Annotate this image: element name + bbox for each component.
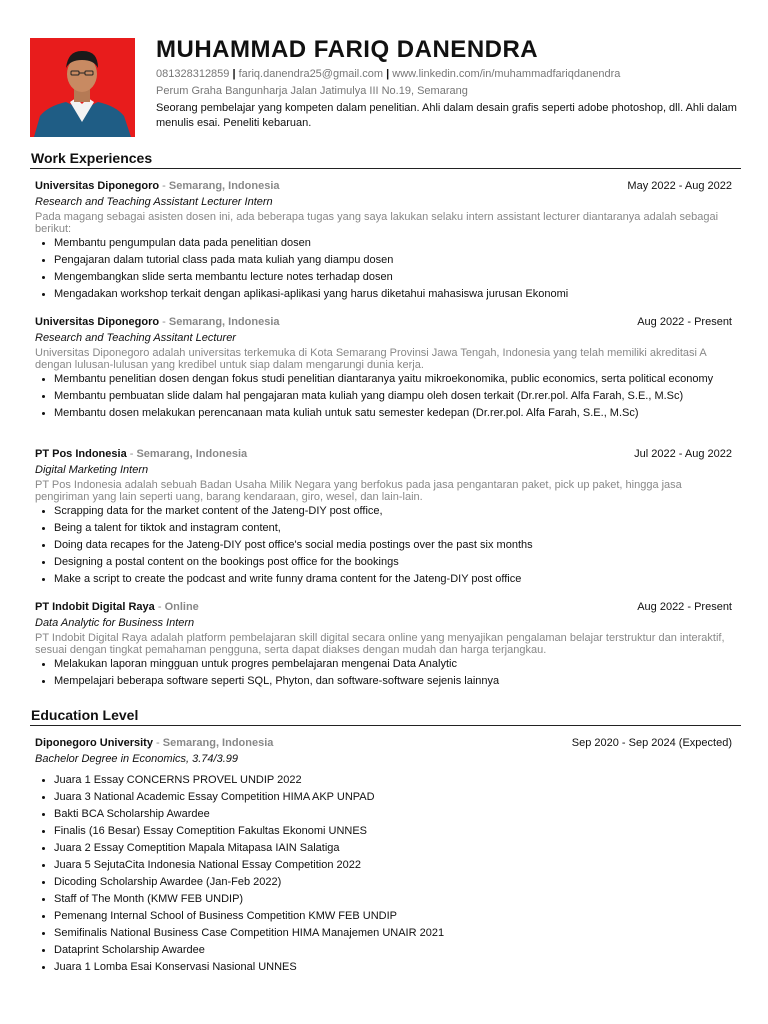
duty-list — [35, 658, 732, 687]
contact-line — [156, 68, 620, 80]
job-description: Pada magang sebagai asisten dosen ini, ada beberapa tugas yang saya lakukan selaku intern assistant lecturer diantaranya adalah sebagai berikut: — [35, 211, 719, 235]
list-item: • Mengadakan workshop terkait dengan aplikasi-aplikasi yang harus diketahui mahasiswa jurusan Ekonomi — [54, 288, 732, 300]
date-range: Jul 2022 - Aug 2022 — [634, 448, 732, 460]
job-role: Research and Teaching Assistant Lecturer Intern — [35, 196, 273, 208]
organization-name: Universitas Diponegoro — [35, 180, 160, 192]
phone-number: 081328312859 — [156, 68, 230, 80]
location: Semarang, Indonesia — [162, 737, 274, 749]
location-dash: - — [152, 737, 163, 749]
list-item: • Membantu pembuatan slide dalam hal pengajaran mata kuliah yang diampu oleh dosen terkait (Dr.rer.pol. Alfa Farah, S.E., M.Sc) — [54, 390, 732, 402]
location: Semarang, Indonesia — [168, 180, 280, 192]
profile-summary: Seorang pembelajar yang kompeten dalam penelitian. Ahli dalam desain grafis seperti adobe photoshop, dll. Ahli dalam menulis esai. Peneliti kebaruan. — [156, 102, 737, 129]
list-item: • Juara 2 Essay Comeptition Mapala Mitapasa IAIN Salatiga — [54, 842, 732, 854]
date-range: Sep 2020 - Sep 2024 (Expected) — [571, 737, 732, 749]
work-section-header — [30, 150, 741, 169]
education-entry — [35, 736, 732, 978]
university-name: Diponegoro University — [35, 737, 153, 749]
list-item: • Membantu penelitian dosen dengan fokus studi penelitian diantaranya yaitu mikroekonomika, public economics, serta political economy — [54, 373, 732, 385]
organization-name: Universitas Diponegoro — [35, 316, 160, 328]
job-role: Research and Teaching Assitant Lecturer — [35, 332, 236, 344]
job-description: PT Pos Indonesia adalah sebuah Badan Usaha Milik Negara yang berfokus pada jasa pengantaran paket, pick up paket, hingga jasa pengiriman yang lain seperti uang, barang kendaraan, giro, wesel, dan lain-lain. — [35, 479, 682, 503]
date-range: May 2022 - Aug 2022 — [627, 180, 732, 192]
candidate-name: MUHAMMAD FARIQ DANENDRA — [156, 36, 539, 63]
work-entry — [35, 315, 732, 424]
list-item: • Being a talent for tiktok and instagram content, — [54, 522, 732, 534]
date-range: Aug 2022 - Present — [637, 316, 732, 328]
organization-name: PT Indobit Digital Raya — [35, 601, 155, 613]
job-description: PT Indobit Digital Raya adalah platform pembelajaran skill digital secara online yang menyajikan pengalaman belajar terstruktur dan interaktif, sesuai dengan tingkat pemahaman pengguna, serta dapat diakses dengan mudah dan harga terjangkau. — [35, 632, 725, 656]
list-item: • Dicoding Scholarship Awardee (Jan-Feb 2022) — [54, 876, 732, 888]
list-item: • Staff of The Month (KMW FEB UNDIP) — [54, 893, 732, 905]
location: Semarang, Indonesia — [136, 448, 248, 460]
list-item: • Doing data recapes for the Jateng-DIY post office's social media postings over the past six months — [54, 539, 732, 551]
section-title-education: Education Level — [31, 707, 139, 723]
profile-photo — [30, 38, 135, 137]
location-dash: - — [126, 448, 137, 460]
list-item: • Juara 1 Essay CONCERNS PROVEL UNDIP 2022 — [54, 774, 732, 786]
entry-header — [35, 315, 732, 330]
email-link[interactable]: fariq.danendra25@gmail.com — [238, 68, 384, 80]
duty-list — [35, 505, 732, 585]
list-item: • Semifinalis National Business Case Competition HIMA Manajemen UNAIR 2021 — [54, 927, 732, 939]
entry-header — [35, 736, 732, 751]
job-role: Data Analytic for Business Intern — [35, 617, 195, 629]
separator: | — [232, 68, 236, 80]
list-item: • Mengembangkan slide serta membantu lecture notes terhadap dosen — [54, 271, 732, 283]
work-entry — [35, 179, 732, 305]
list-item: • Juara 5 SejutaCita Indonesia National Essay Competition 2022 — [54, 859, 732, 871]
section-title-work: Work Experiences — [31, 150, 153, 166]
profile-photo-illustration — [30, 38, 135, 137]
section-divider — [30, 168, 741, 169]
job-role: Digital Marketing Intern — [35, 464, 149, 476]
entry-header — [35, 447, 732, 462]
list-item: • Make a script to create the podcast and write funny drama content for the Jateng-DIY post office — [54, 573, 732, 585]
list-item: • Designing a postal content on the bookings post office for the bookings — [54, 556, 732, 568]
duty-list — [35, 373, 732, 419]
linkedin-link[interactable]: www.linkedin.com/in/muhammadfariqdanendra — [392, 68, 621, 80]
address: Perum Graha Bangunharja Jalan Jatimulya III No.19, Semarang — [156, 85, 468, 97]
achievement-list — [35, 774, 732, 973]
list-item: • Pengajaran dalam tutorial class pada mata kuliah yang diampu dosen — [54, 254, 732, 266]
entry-header — [35, 179, 732, 194]
organization-name: PT Pos Indonesia — [35, 448, 127, 460]
list-item: • Mempelajari beberapa software seperti SQL, Phyton, dan software-software sejenis lainnya — [54, 675, 732, 687]
degree: Bachelor Degree in Economics, 3.74/3.99 — [35, 753, 239, 765]
education-section-header — [30, 707, 741, 726]
date-range: Aug 2022 - Present — [637, 601, 732, 613]
duty-list — [35, 237, 732, 300]
list-item: • Juara 3 National Academic Essay Competition HIMA AKP UNPAD — [54, 791, 732, 803]
list-item: • Dataprint Scholarship Awardee — [54, 944, 732, 956]
job-description: Universitas Diponegoro adalah universitas terkemuka di Kota Semarang Provinsi Jawa Tengah, Indonesia yang telah memiliki akreditasi A dengan lulusan-lulusan yang kredibel untuk siap dalam mengarungi dunia kerja. — [35, 347, 707, 371]
list-item: • Bakti BCA Scholarship Awardee — [54, 808, 732, 820]
list-item: • Scrapping data for the market content of the Jateng-DIY post office, — [54, 505, 732, 517]
list-item: • Melakukan laporan mingguan untuk progres pembelajaran mengenai Data Analytic — [54, 658, 732, 670]
work-entry — [35, 447, 732, 590]
list-item: • Pemenang Internal School of Business Competition KMW FEB UNDIP — [54, 910, 732, 922]
location: Online — [164, 601, 199, 613]
list-item: • Membantu pengumpulan data pada penelitian dosen — [54, 237, 732, 249]
list-item: • Finalis (16 Besar) Essay Comeptition Fakultas Ekonomi UNNES — [54, 825, 732, 837]
location-dash: - — [154, 601, 165, 613]
list-item: • Membantu dosen melakukan perencanaan mata kuliah untuk satu semester kedepan (Dr.rer.pol. Alfa Farah, S.E., M.Sc) — [54, 407, 732, 419]
location-dash: - — [159, 180, 169, 192]
section-divider — [30, 725, 741, 726]
location-dash: - — [159, 316, 169, 328]
location: Semarang, Indonesia — [168, 316, 280, 328]
separator: | — [386, 68, 390, 80]
work-entry — [35, 600, 732, 692]
list-item: • Juara 1 Lomba Esai Konservasi Nasional UNNES — [54, 961, 732, 973]
entry-header — [35, 600, 732, 615]
